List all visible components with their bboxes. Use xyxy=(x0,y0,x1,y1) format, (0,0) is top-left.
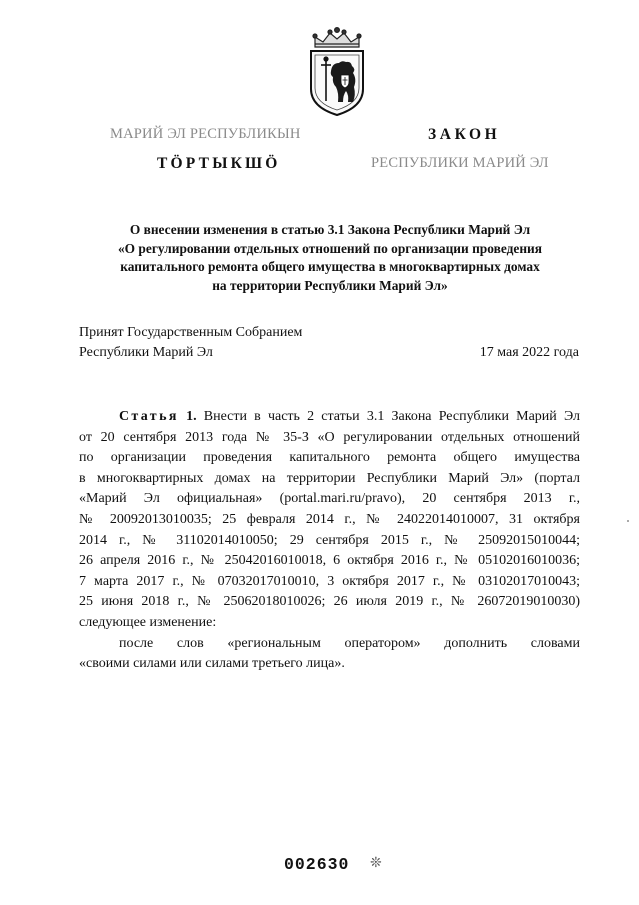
title-line: «О регулировании отдельных отношений по организации проведения xyxy=(117,240,543,256)
article-line: «своими силами или силами третьего лица». xyxy=(79,656,345,672)
adoption-line xyxy=(79,343,579,363)
registration-mark-icon: ❊ xyxy=(370,856,382,871)
article-line: 2014 г., № 31102014010050; 29 сентября 2015 г., № 25092015010044; xyxy=(79,532,580,548)
adoption-body: Республики Марий Эл xyxy=(79,345,213,360)
article-line: № 20092013010035; 25 февраля 2014 г., № 24022014010007, 31 октября xyxy=(79,511,580,527)
document-title xyxy=(60,221,600,295)
article-line: 7 марта 2017 г., № 07032017010010, 3 октября 2017 г., № 03102017010043; xyxy=(79,573,580,589)
article-line: 25 июня 2018 г., № 25062018010026; 26 июля 2019 г., № 26072019010030) xyxy=(79,594,580,610)
adoption-block xyxy=(79,323,579,363)
law-title-russian: ЗАКОН xyxy=(428,126,501,143)
article-line: 26 апреля 2016 г., № 25042016010018, 6 октября 2016 г., № 05102016010036; xyxy=(79,553,580,569)
article-body xyxy=(79,407,580,675)
adoption-line: Принят Государственным Собранием xyxy=(79,325,303,340)
adoption-date: 17 мая 2022 года xyxy=(479,345,579,360)
article-text: Внести в часть 2 статьи 3.1 Закона Республики Марий Эл xyxy=(203,409,580,424)
republic-name-mari: МАРИЙ ЭЛ РЕСПУБЛИКЫН xyxy=(110,126,301,142)
republic-name-russian: РЕСПУБЛИКИ МАРИЙ ЭЛ xyxy=(371,155,549,171)
article-line: «Марий Эл официальная» (portal.mari.ru/pravo), 20 сентября 2013 г., xyxy=(79,491,580,507)
title-line: О внесении изменения в статью 3.1 Закона Республики Марий Эл xyxy=(129,222,531,237)
article-line: следующее изменение: xyxy=(79,614,217,630)
article-line: от 20 сентября 2013 года № 35-З «О регулировании отдельных отношений xyxy=(79,429,580,445)
article-line: после слов «региональным оператором» дополнить словами xyxy=(119,635,580,651)
title-line: капитального ремонта общего имущества в многоквартирных домах xyxy=(120,259,540,274)
registration-number: 002630 xyxy=(284,855,350,874)
law-title-mari: ТӦРТЫКШӦ xyxy=(157,155,281,172)
scan-artifact xyxy=(627,520,629,522)
title-line: на территории Республики Марий Эл» xyxy=(212,277,448,293)
article-line: в многоквартирных домах на территории Республики Марий Эл» (портал xyxy=(79,470,580,486)
article-line: по организации проведения капитального ремонта общего имущества xyxy=(79,450,580,466)
mari-el-coat-of-arms-icon xyxy=(301,25,373,117)
article-line xyxy=(79,407,580,428)
article-label: Статья xyxy=(119,409,179,424)
article-number: 1. xyxy=(186,409,197,424)
